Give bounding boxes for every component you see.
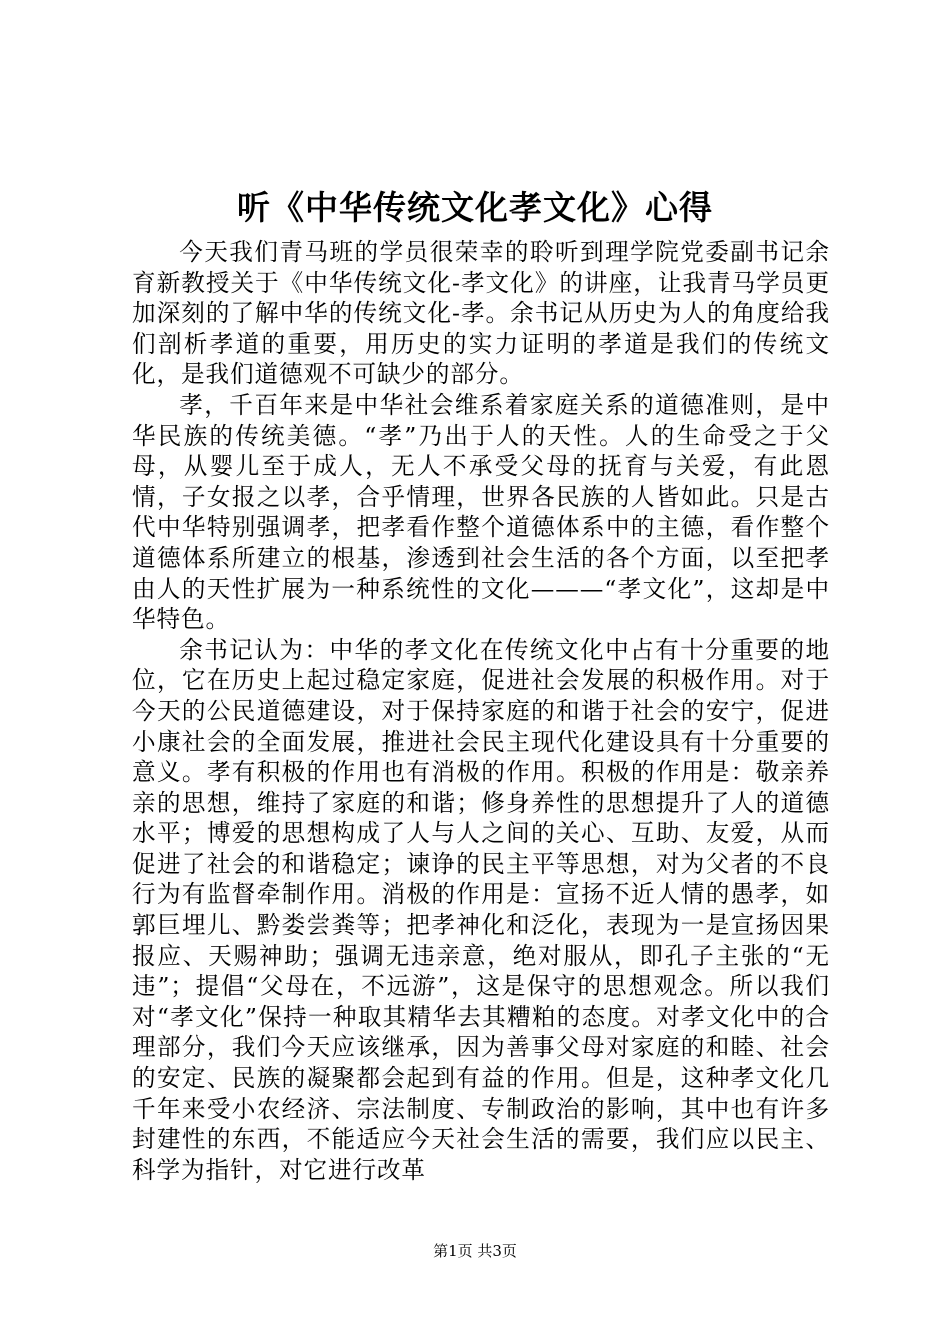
document-body	[132, 237, 830, 1185]
page-number-footer: 第1页 共3页	[433, 1242, 517, 1260]
paragraph-2: 孝，千百年来是中华社会维系着家庭关系的道德准则，是中华民族的传统美德。“孝”乃出于人的天性。人的生命受之于父母，从婴儿至于成人，无人不承受父母的抚育与关爱，有此恩情，子女报之以孝，合乎情理，世界各民族的人皆如此。只是古代中华特别强调孝，把孝看作整个道德体系中的主德，看作整个道德体系所建立的根基，渗透到社会生活的各个方面，以至把孝由人的天性扩展为一种系统性的文化———“孝文化”，这却是中华特色。	[132, 390, 830, 634]
paragraph-3: 余书记认为：中华的孝文化在传统文化中占有十分重要的地位，它在历史上起过稳定家庭，促进社会发展的积极作用。对于今天的公民道德建设，对于保持家庭的和谐于社会的安宁，促进小康社会的全面发展，推进社会民主现代化建设具有十分重要的意义。孝有积极的作用也有消极的作用。积极的作用是：敬亲养亲的思想，维持了家庭的和谐；修身养性的思想提升了人的道德水平；博爱的思想构成了人与人之间的关心、互助、友爱，从而促进了社会的和谐稳定；谏诤的民主平等思想，对为父者的不良行为有监督牵制作用。消极的作用是：宣扬不近人情的愚孝，如郭巨埋儿、黔娄尝粪等；把孝神化和泛化，表现为一是宣扬因果报应、天赐神助；强调无违亲意，绝对服从，即孔子主张的“无违”；提倡“父母在，不远游”，这是保守的思想观念。所以我们对“孝文化”保持一种取其精华去其糟粕的态度。对孝文化中的合理部分，我们今天应该继承，因为善事父母对家庭的和睦、社会的安定、民族的凝聚都会起到有益的作用。但是，这种孝文化几千年来受小农经济、宗法制度、专制政治的影响，其中也有许多封建性的东西，不能适应今天社会生活的需要，我们应以民主、科学为指针，对它进行改革	[132, 635, 830, 1184]
document-title: 听《中华传统文化孝文化》心得	[237, 188, 713, 227]
paragraph-1: 今天我们青马班的学员很荣幸的聆听到理学院党委副书记余育新教授关于《中华传统文化-孝文化》的讲座，让我青马学员更加深刻的了解中华的传统文化-孝。余书记从历史为人的角度给我们剖析孝道的重要，用历史的实力证明的孝道是我们的传统文化，是我们道德观不可缺少的部分。	[132, 238, 830, 389]
